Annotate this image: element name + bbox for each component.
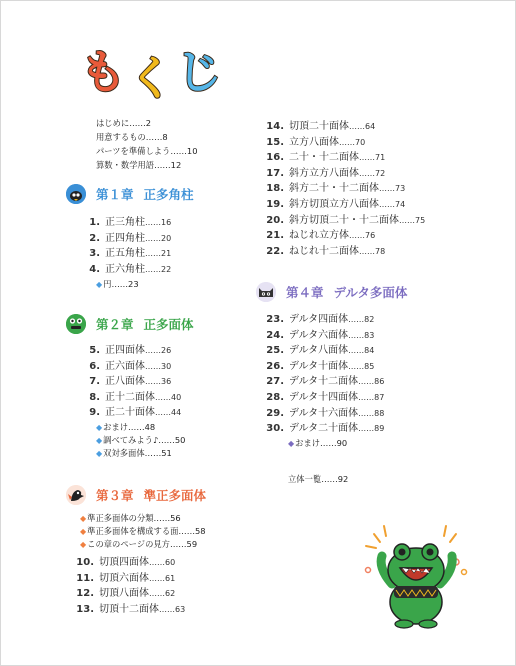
frog-mascot-illustration	[360, 520, 470, 630]
chapter-2-extras	[96, 421, 185, 460]
chapter-1-number: 第１章	[96, 187, 134, 202]
list-item[interactable]: 16. 二十・十二面体 ……71	[266, 152, 386, 164]
list-item[interactable]: 22. ねじれ十二面体 ……78	[266, 245, 386, 257]
list-item[interactable]: 26. デルタ十面体 ……85	[266, 360, 375, 372]
diamond-icon: ◆	[96, 436, 103, 445]
chapter-4-name: デルタ多面体	[333, 285, 408, 300]
chapter-3-list	[72, 553, 185, 615]
chapter-3-number: 第３章	[96, 488, 134, 503]
diamond-icon: ◆	[96, 280, 103, 289]
list-item[interactable]: 25. デルタ八面体 ……84	[266, 345, 375, 357]
list-item[interactable]: ◆ 準正多面体の分類……56	[80, 513, 181, 523]
list-item[interactable]: 24. デルタ六面体 ……83	[266, 329, 375, 341]
diamond-icon: ◆	[96, 449, 103, 458]
chapter-3-extras	[80, 512, 206, 551]
list-item[interactable]: 21. ねじれ立方体 ……76	[266, 230, 376, 242]
intro-list	[96, 116, 198, 172]
chapter-2-name: 正多面体	[143, 317, 194, 332]
intro-item[interactable]: 用意するもの……8	[96, 132, 168, 142]
list-item[interactable]: 20. 斜方切頂二十・十二面体 ……75	[266, 214, 426, 226]
list-item[interactable]: 23. デルタ四面体 ……82	[266, 314, 375, 325]
list-item[interactable]: 15. 立方八面体 ……70	[266, 136, 366, 148]
list-item[interactable]: 14. 切頂二十面体 ……64	[266, 121, 376, 132]
diamond-icon: ◆	[288, 439, 295, 448]
list-item[interactable]: 7. 正八面体 ……36	[89, 376, 172, 388]
title-char-ji: じ	[176, 45, 224, 99]
list-item[interactable]: 9. 正二十面体 ……44	[89, 407, 182, 419]
list-item[interactable]: 29. デルタ十六面体 ……88	[266, 407, 385, 419]
list-item[interactable]: ◆ おまけ……90	[288, 438, 348, 448]
frog-icon	[66, 314, 86, 334]
diamond-icon: ◆	[96, 423, 103, 432]
penguin-icon	[66, 184, 86, 204]
list-item[interactable]: ◆ 準正多面体を構成する面……58	[80, 526, 206, 536]
list-item[interactable]: 11. 切頂六面体 ……61	[76, 572, 176, 584]
chapter-1-heading[interactable]	[66, 183, 194, 205]
list-item[interactable]: 2. 正四角柱 ……20	[89, 232, 172, 244]
list-item[interactable]: 19. 斜方切頂立方八面体 ……74	[266, 198, 406, 210]
chapter-4-extras	[288, 437, 347, 450]
list-item[interactable]: 13. 切頂十二面体 ……63	[76, 603, 186, 615]
list-item[interactable]: ◆ 調べてみよう♪……50	[96, 435, 186, 445]
list-item[interactable]: 3. 正五角柱 ……21	[89, 248, 172, 260]
index-link[interactable]: 立体一覧……92	[288, 474, 349, 484]
diamond-icon: ◆	[80, 514, 87, 523]
page-title	[80, 38, 224, 105]
diamond-icon: ◆	[80, 527, 87, 536]
chapter-4-list	[262, 310, 384, 435]
diamond-icon: ◆	[80, 540, 87, 549]
list-item[interactable]: 4. 正六角柱 ……22	[89, 263, 172, 275]
title-char-ku: く	[128, 51, 176, 105]
chapter-1-list	[78, 213, 171, 275]
chapter-1-name: 正多角柱	[143, 187, 194, 202]
list-item[interactable]: 17. 斜方立方八面体 ……72	[266, 167, 386, 179]
cat-icon	[256, 282, 276, 302]
list-item[interactable]: 28. デルタ十四面体 ……87	[266, 391, 385, 403]
title-char-mo: も	[80, 45, 128, 99]
chapter-3-heading[interactable]	[66, 484, 206, 506]
chapter-4-heading[interactable]	[256, 281, 407, 303]
chapter-1-extras	[96, 278, 139, 291]
chapter-2-list	[78, 341, 181, 419]
intro-item[interactable]: はじめに……2	[96, 118, 152, 128]
list-item[interactable]: 12. 切頂八面体 ……62	[76, 588, 176, 600]
list-item[interactable]: 6. 正六面体 ……30	[89, 360, 172, 372]
list-item[interactable]: 1. 正三角柱 ……16	[89, 217, 172, 228]
list-item[interactable]: ◆ おまけ……48	[96, 422, 156, 432]
list-item[interactable]: 18. 斜方二十・十二面体 ……73	[266, 183, 406, 195]
list-item[interactable]: 8. 正十二面体 ……40	[89, 391, 182, 403]
bird-icon	[66, 485, 86, 505]
chapter-2-heading[interactable]	[66, 313, 194, 335]
list-item[interactable]: 30. デルタ二十面体 ……89	[266, 423, 385, 435]
chapter-2-number: 第２章	[96, 317, 134, 332]
list-item[interactable]: 27. デルタ十二面体 ……86	[266, 376, 385, 388]
intro-item[interactable]: 算数・数学用語……12	[96, 160, 182, 170]
intro-item[interactable]: パーツを準備しよう……10	[96, 146, 198, 156]
chapter-4-number: 第４章	[286, 285, 324, 300]
chapter-3-list-continued	[262, 117, 425, 257]
chapter-3-name: 準正多面体	[143, 488, 207, 503]
list-item[interactable]: 5. 正四面体 ……26	[89, 345, 172, 356]
list-item[interactable]: ◆ 円……23	[96, 279, 139, 289]
list-item[interactable]: 10. 切頂四面体 ……60	[76, 557, 176, 568]
list-item[interactable]: ◆ この章のページの見方……59	[80, 539, 198, 549]
list-item[interactable]: ◆ 双対多面体……51	[96, 448, 172, 458]
